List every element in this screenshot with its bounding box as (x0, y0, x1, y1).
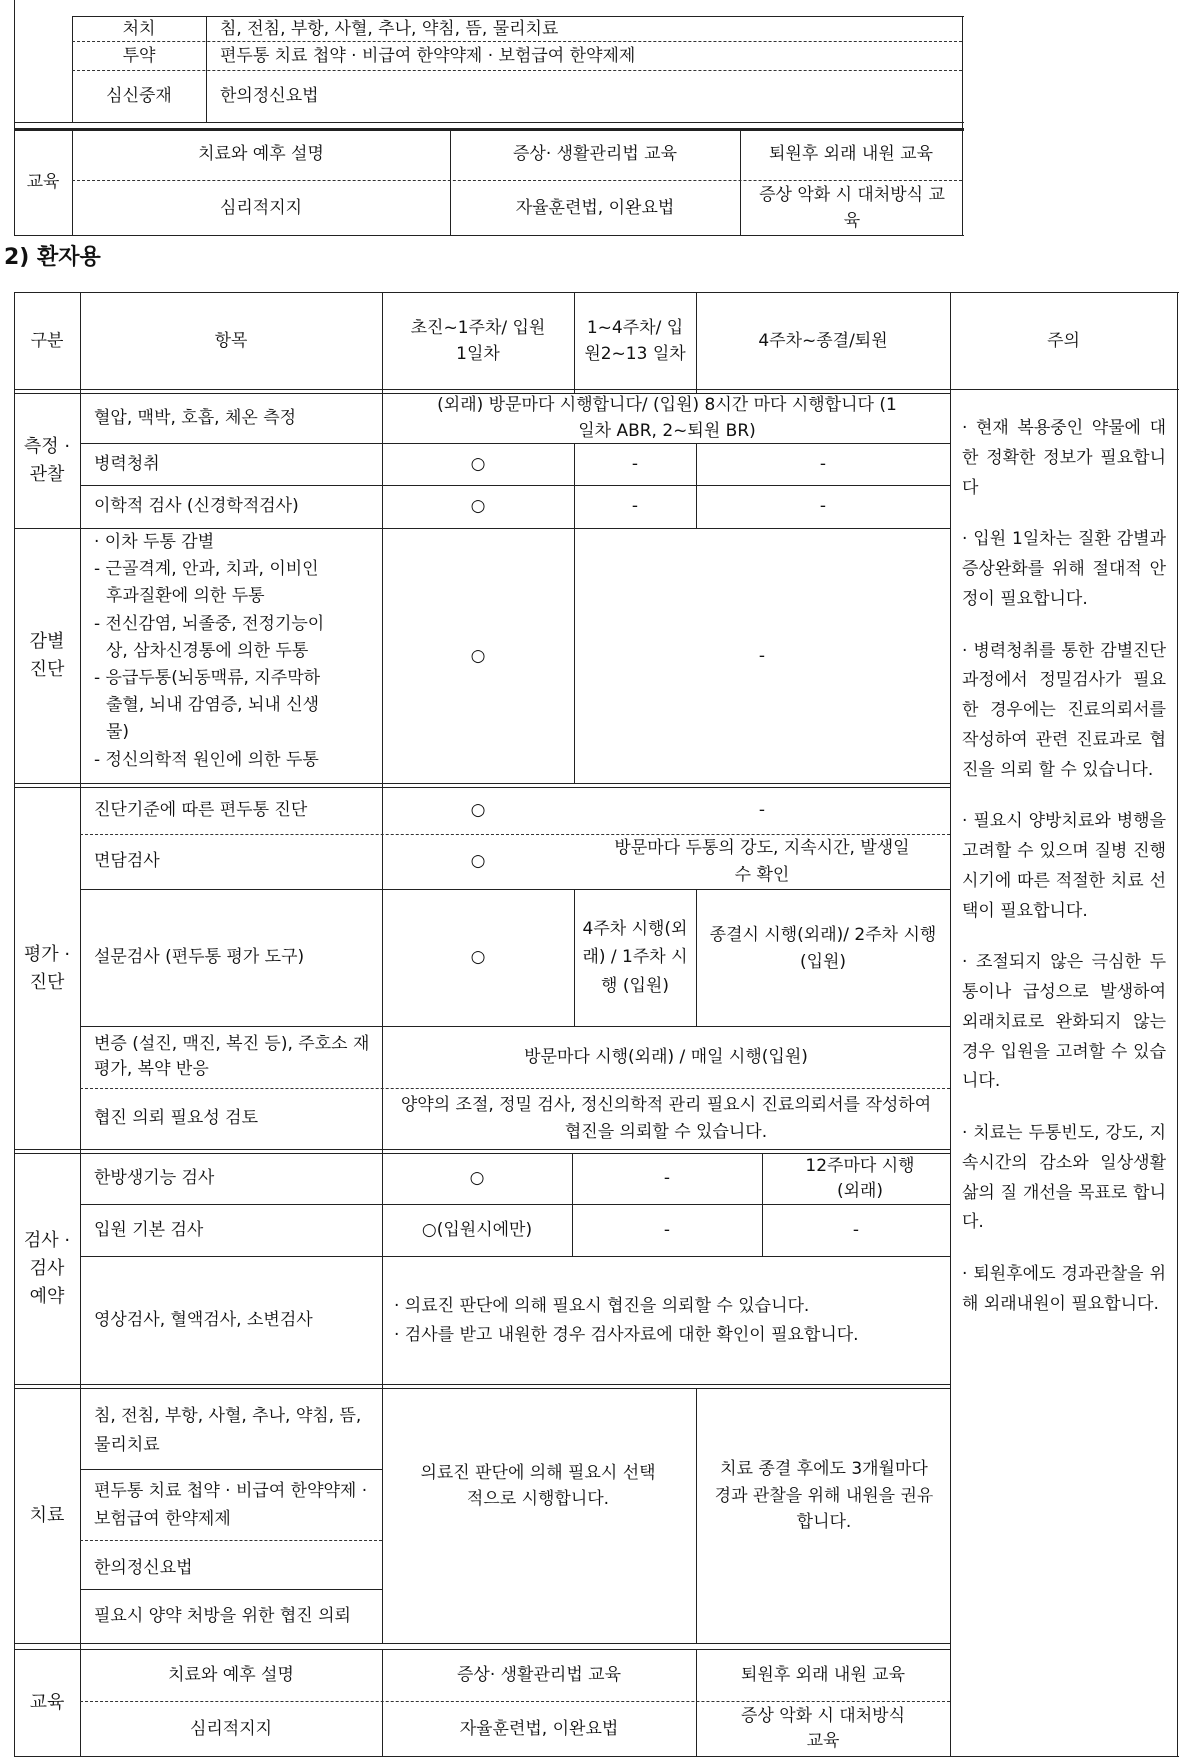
mark-dash: - (663, 1219, 671, 1240)
top-value-medication: 편두통 치료 첩약 · 비급여 한약약제 · 보험급여 한약제제 (220, 45, 636, 66)
mark-circle: ○ (470, 645, 486, 666)
mark-dash: - (819, 453, 827, 474)
list-item: - 근골격계, 안과, 치과, 이비인 (94, 559, 319, 580)
caution-note: · 필요시 양방치료와 병행을 고려할 수 있으며 질병 진행 시기에 따른 적절한 치료 선택이 필요합니다. (962, 811, 1166, 921)
mark-dash: - (819, 496, 827, 517)
mark-dash: - (758, 800, 766, 821)
caution-note: · 조절되지 않은 극심한 두통이나 급성으로 발생하여 외래치료로 완화되지 않는 경우 입원을 고려할 수 있습니다. (962, 952, 1166, 1092)
group-diagnosis: 감별 진단 (29, 631, 65, 680)
list-item: 출혈, 뇌내 감염증, 뇌내 신생 (106, 695, 320, 716)
group-treatment: 치료 (29, 1505, 65, 1527)
header-phase-3: 4주차~종결/퇴원 (758, 330, 888, 351)
top-label-mindbody: 심신중재 (106, 85, 172, 106)
top-education-label: 교육 (26, 171, 60, 192)
top-value-treatment: 침, 전침, 부항, 사혈, 추나, 약침, 뜸, 물리치료 (220, 18, 559, 39)
header-item: 항목 (214, 330, 248, 351)
group-measure: 측정 · 관찰 (23, 435, 71, 485)
caution-note: · 입원 1일차는 질환 감별과 증상완화를 위해 절대적 안정이 필요합니다. (962, 529, 1166, 609)
top-label-medication: 투약 (122, 45, 156, 66)
top-edu-item: 심리적지지 (219, 197, 303, 218)
list-item: 물) (106, 722, 130, 743)
measure-item-physical: 이학적 검사 (신경학적검사) (94, 496, 299, 517)
top-label-treatment: 처치 (122, 18, 156, 39)
edu-item: 퇴원후 외래 내원 교육 (740, 1664, 905, 1685)
list-item: - 응급두통(뇌동맥류, 지주막하 (94, 667, 321, 688)
measure-item-history: 병력청취 (94, 453, 160, 474)
edu-item: 자율훈련법, 이완요법 (459, 1718, 619, 1739)
top-edu-item: 퇴원후 외래 내원 교육 (768, 143, 933, 164)
treatment-item: 침, 전침, 부항, 사혈, 추나, 약침, 뜸, 물리치료 (94, 1406, 362, 1455)
treatment-item: 편두통 치료 첩약 · 비급여 한약약제 · 보험급여 한약제제 (94, 1480, 368, 1529)
list-item: · 검사를 받고 내원한 경우 검사자료에 대한 확인이 필요합니다. (394, 1324, 859, 1345)
section-title: 2) 환자용 (4, 245, 101, 270)
mark-circle: ○ (469, 1168, 485, 1189)
caution-note: · 퇴원후에도 경과관찰을 위해 외래내원이 필요합니다. (962, 1264, 1166, 1314)
top-edu-item: 증상· 생활관리법 교육 (512, 143, 677, 164)
edu-item: 치료와 예후 설명 (168, 1664, 294, 1685)
header-category: 구분 (30, 330, 64, 351)
measure-vitals-schedule: (외래) 방문마다 시행합니다/ (입원) 8시간 마다 시행합니다 (1일차 ABR, 2~퇴원 BR) (437, 394, 897, 441)
caution-note: · 병력청취를 통한 감별진단 과정에서 정밀검사가 필요한 경우에는 진료의뢰서를 작성하여 관련 진료과로 협진을 의뢰 할 수 있습니다. (962, 640, 1166, 780)
header-phase-2: 1~4주차/ 입원2~13 일차 (584, 317, 686, 364)
mark-circle: ○ (470, 453, 486, 474)
mark-circle: ○ (470, 496, 486, 517)
exam-item-function: 한방생기능 검사 (94, 1168, 215, 1189)
exam-item-imaging: 영상검사, 혈액검사, 소변검사 (94, 1309, 313, 1330)
diagnosis-list (94, 529, 378, 774)
group-education: 교육 (29, 1692, 65, 1714)
mark-dash: - (852, 1219, 860, 1240)
treatment-mid-text: 의료진 판단에 의해 필요시 선택적으로 시행합니다. (420, 1462, 656, 1509)
group-evaluation: 평가 · 진단 (23, 943, 71, 993)
eval-referral-text: 양약의 조절, 정밀 검사, 정신의학적 관리 필요시 진료의뢰서를 작성하여 협진을 의뢰할 수 있습니다. (400, 1095, 932, 1142)
eval-item-referral: 협진 의뢰 필요성 검토 (94, 1108, 259, 1129)
edu-item: 심리적지지 (189, 1718, 273, 1739)
header-caution: 주의 (1047, 330, 1080, 351)
eval-item-diagnosis: 진단기준에 따른 편두통 진단 (94, 800, 308, 821)
top-edu-item: 증상 악화 시 대처방식 교육 (759, 184, 945, 231)
exam-admission-mark: ○(입원시에만) (421, 1219, 533, 1240)
eval-survey-phase-2: 4주차 시행(외래) / 1주차 시행 (입원) (582, 919, 688, 996)
top-edu-item: 치료와 예후 설명 (198, 143, 324, 164)
exam-function-schedule: 12주마다 시행(외래) (805, 1155, 915, 1201)
edu-item: 증상· 생활관리법 교육 (456, 1664, 621, 1685)
caution-note: · 현재 복용중인 약물에 대한 정확한 정보가 필요합니다 (962, 418, 1166, 498)
header-phase-1: 초진~1주차/ 입원1일차 (410, 317, 546, 364)
mark-dash: - (631, 496, 639, 517)
mark-circle: ○ (470, 851, 486, 872)
list-item: · 이차 두통 감별 (94, 532, 215, 552)
eval-interview-schedule: 방문마다 두통의 강도, 지속시간, 발생일수 확인 (614, 838, 910, 885)
eval-item-interview: 면담검사 (94, 851, 160, 872)
list-item: - 정신의학적 원인에 의한 두통 (94, 749, 319, 770)
eval-survey-phase-3: 종결시 시행(외래)/ 2주차 시행 (입원) (709, 925, 937, 972)
mark-dash: - (631, 453, 639, 474)
group-exam: 검사 · 검사 예약 (23, 1230, 71, 1307)
list-item: 후과질환에 의한 두통 (106, 586, 265, 607)
eval-pattern-schedule: 방문마다 시행(외래) / 매일 시행(입원) (524, 1046, 808, 1067)
list-item: · 의료진 판단에 의해 필요시 협진을 의뢰할 수 있습니다. (394, 1296, 810, 1316)
edu-item: 증상 악화 시 대처방식 교육 (740, 1706, 905, 1751)
treatment-item: 필요시 양약 처방을 위한 협진 의뢰 (94, 1606, 351, 1627)
list-item: - 전신감염, 뇌졸중, 전정기능이 (94, 613, 325, 634)
top-value-mindbody: 한의정신요법 (220, 85, 319, 106)
caution-notes (962, 414, 1166, 1342)
mark-dash: - (663, 1168, 671, 1189)
list-item: 상, 삼차신경통에 의한 두통 (106, 640, 309, 661)
mark-circle: ○ (470, 800, 486, 821)
top-edu-item: 자율훈련법, 이완요법 (515, 197, 675, 218)
treatment-right-text: 치료 종결 후에도 3개월마다 경과 관찰을 위해 내원을 권유합니다. (714, 1459, 934, 1533)
treatment-item: 한의정신요법 (94, 1557, 193, 1578)
caution-note: · 치료는 두통빈도, 강도, 지속시간의 감소와 일상생활 삶의 질 개선을 목표로 합니다. (962, 1123, 1166, 1233)
eval-item-survey: 설문검사 (편두통 평가 도구) (94, 947, 305, 968)
measure-item-vitals: 혈압, 맥박, 호흡, 체온 측정 (94, 407, 297, 428)
exam-item-admission: 입원 기본 검사 (94, 1219, 204, 1240)
exam-imaging-notes (394, 1292, 944, 1350)
eval-item-pattern: 변증 (설진, 맥진, 복진 등), 주호소 재평가, 복약 반응 (94, 1033, 370, 1079)
mark-dash: - (758, 645, 766, 666)
mark-circle: ○ (470, 947, 486, 968)
